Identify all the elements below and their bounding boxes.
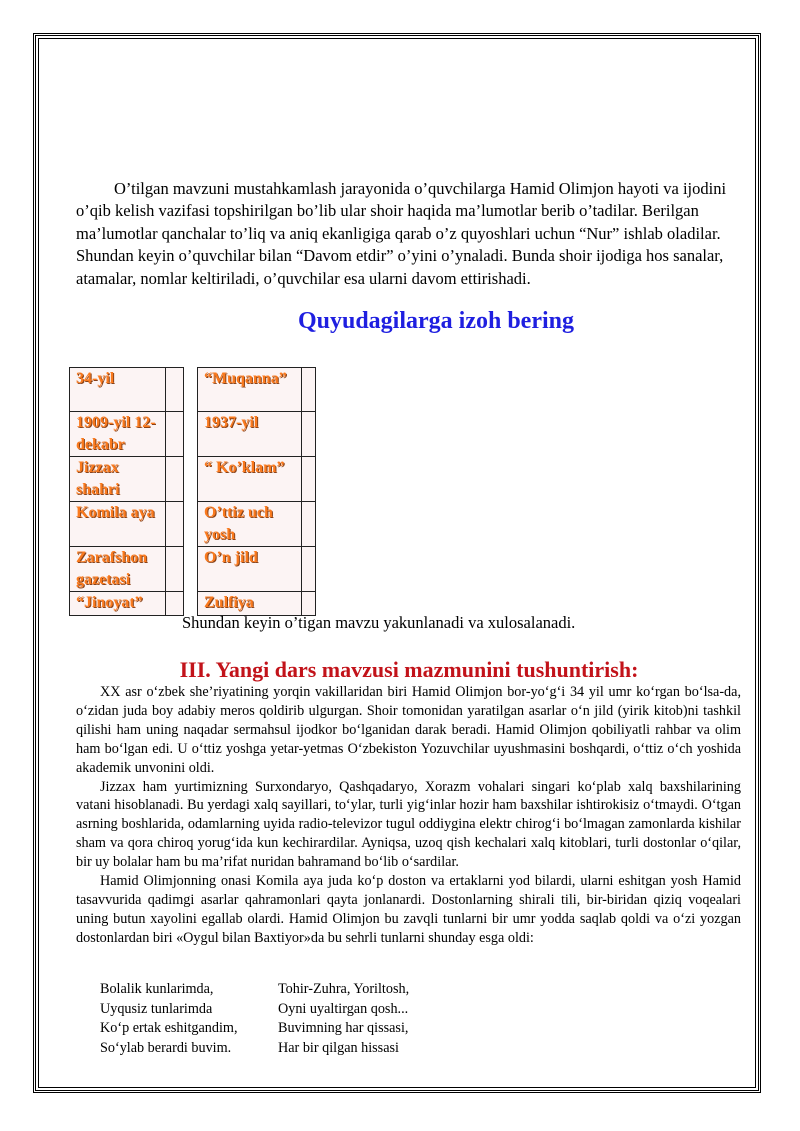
heading-new-lesson: III. Yangi dars mavzusi mazmunini tushuntirish: [179, 657, 639, 682]
term-cell: Zulfiya [198, 592, 302, 616]
poem-line: Ko‘p ertak eshitgandim, Buvimning har qissasi, [100, 1020, 409, 1037]
intro-paragraph: O’tilgan mavzuni mustahkamlash jarayonida o’quvchilarga Hamid Olimjon hayoti va ijodini o’qib kelish vazifasi topshirilgan bo’lib ular shoir haqida ma’lumotlar berib o’tadilar. Berilgan ma’lumotlar qanchalar to’liq va aniq ekanligiga qarab o’z quyoshlari uchun “Nur” ishlab oladilar. Shundan keyin o’quvchilar bilan “Davom etdir” o’yini o’ynaladi. Bunda shoir ijodiga hos sanalar, atamalar, nomlar keltiriladi, o’quvchilar esa ularni davom ettirishadi. [76, 179, 727, 288]
heading-comment-task: Quyudagilarga izoh bering [297, 308, 575, 334]
empty-cell [302, 412, 316, 457]
poem [100, 980, 409, 1058]
table-row [70, 368, 316, 412]
terms-table [69, 367, 316, 616]
table-row [70, 592, 316, 616]
empty-cell [166, 368, 184, 412]
term-cell: 1937-yil [198, 412, 302, 457]
poem-line: So‘ylab berardi buvim. Har bir qilgan hissasi [100, 1039, 399, 1056]
term-cell: “ Ko’klam” [198, 457, 302, 502]
empty-cell [302, 502, 316, 547]
body-paragraph: Jizzax ham yurtimizning Surxondaryo, Qashqadaryo, Xorazm vohalari singari ko‘plab xalq baxshilarining vatani hisoblanadi. Bu yerdagi xalq sayillari, to‘ylar, turli yig‘inlar hozir ham baxshilar ishtirokisiz o‘tmaydi. O‘tgan asrning boshlarida, odamlarning uyida radio-televizor tugul oddiygina elektr chirog‘i bo‘lmagan zamonlarda kishilar sham va qora chiroq yorug‘ida kun kechirardilar. Ayniqsa, uzoq qish kechalari xalq kitoblari, turli dostonlar o‘qilar, bir uy bolalar ham bu ma’rifat nuridan bahramand bo‘lib o‘sardilar. [76, 778, 741, 871]
empty-cell [166, 412, 184, 457]
table-row [70, 412, 316, 457]
empty-cell [166, 502, 184, 547]
empty-cell [166, 592, 184, 616]
after-table-text: Shundan keyin o’tigan mavzu yakunlanadi va xulosalanadi. [182, 613, 576, 632]
term-cell: Zarafshon gazetasi [70, 547, 166, 592]
lesson-text [76, 683, 741, 948]
empty-cell [166, 457, 184, 502]
term-cell: O’ttiz uch yosh [198, 502, 302, 547]
poem-line: Uyqusiz tunlarimda Oyni uyaltirgan qosh... [100, 1000, 409, 1017]
term-cell: O’n jild [198, 547, 302, 592]
body-paragraph: XX asr o‘zbek she’riyatining yorqin vakillaridan biri Hamid Olimjon bor-yo‘g‘i 34 yil umr ko‘rgan bo‘lsa-da, o‘zidan juda boy adabiy meros qoldirib ulgurgan. Shoir tomonidan yaratilgan asarlar o‘n jild (yirik kitob)ni tashkil qilishi ham uning naqadar sermahsul ijodkor bo‘lganidan darak beradi. Hamid Olimjon qobiliyatli rahbar va olim ham bo‘lgan edi. U o‘ttiz yoshga yetar-yetmas O‘zbekiston Yozuvchilar uyushmasini boshqardi, o‘ttiz o‘ch yoshida akademik unvonini oldi. [76, 684, 741, 776]
term-cell: Komila aya [70, 502, 166, 547]
term-cell: 1909-yil 12-dekabr [70, 412, 166, 457]
term-cell: “Jinoyat” [70, 592, 166, 616]
body-paragraph: Hamid Olimjonning onasi Komila aya juda ko‘p doston va ertaklarni yod bilardi, ularni eshitgan yosh Hamid tasavvurida qadimgi asarlar qahramonlari qayta jonlanardi. Dostonlarning shirali tili, bir-biridan qiziq voqealari uning butun xayolini egallab olardi. Hamid Olimjon bu zavqli tunlarni bir umr yodda saqlab qoldi va o‘zi yozgan dostonlardan biri «Oygul bilan Baxtiyor»da bu sehrli tunlarni shunday esga oldi: [76, 873, 741, 946]
poem-line: Bolalik kunlarimda, Tohir-Zuhra, Yoriltosh, [100, 981, 410, 997]
term-cell: Jizzax shahri [70, 457, 166, 502]
table-row [70, 457, 316, 502]
empty-cell [302, 368, 316, 412]
term-cell: “Muqanna” [198, 368, 302, 412]
empty-cell [302, 592, 316, 616]
empty-cell [302, 457, 316, 502]
empty-cell [166, 547, 184, 592]
table-row [70, 502, 316, 547]
table-row [70, 547, 316, 592]
empty-cell [302, 547, 316, 592]
term-cell: 34-yil [70, 368, 166, 412]
